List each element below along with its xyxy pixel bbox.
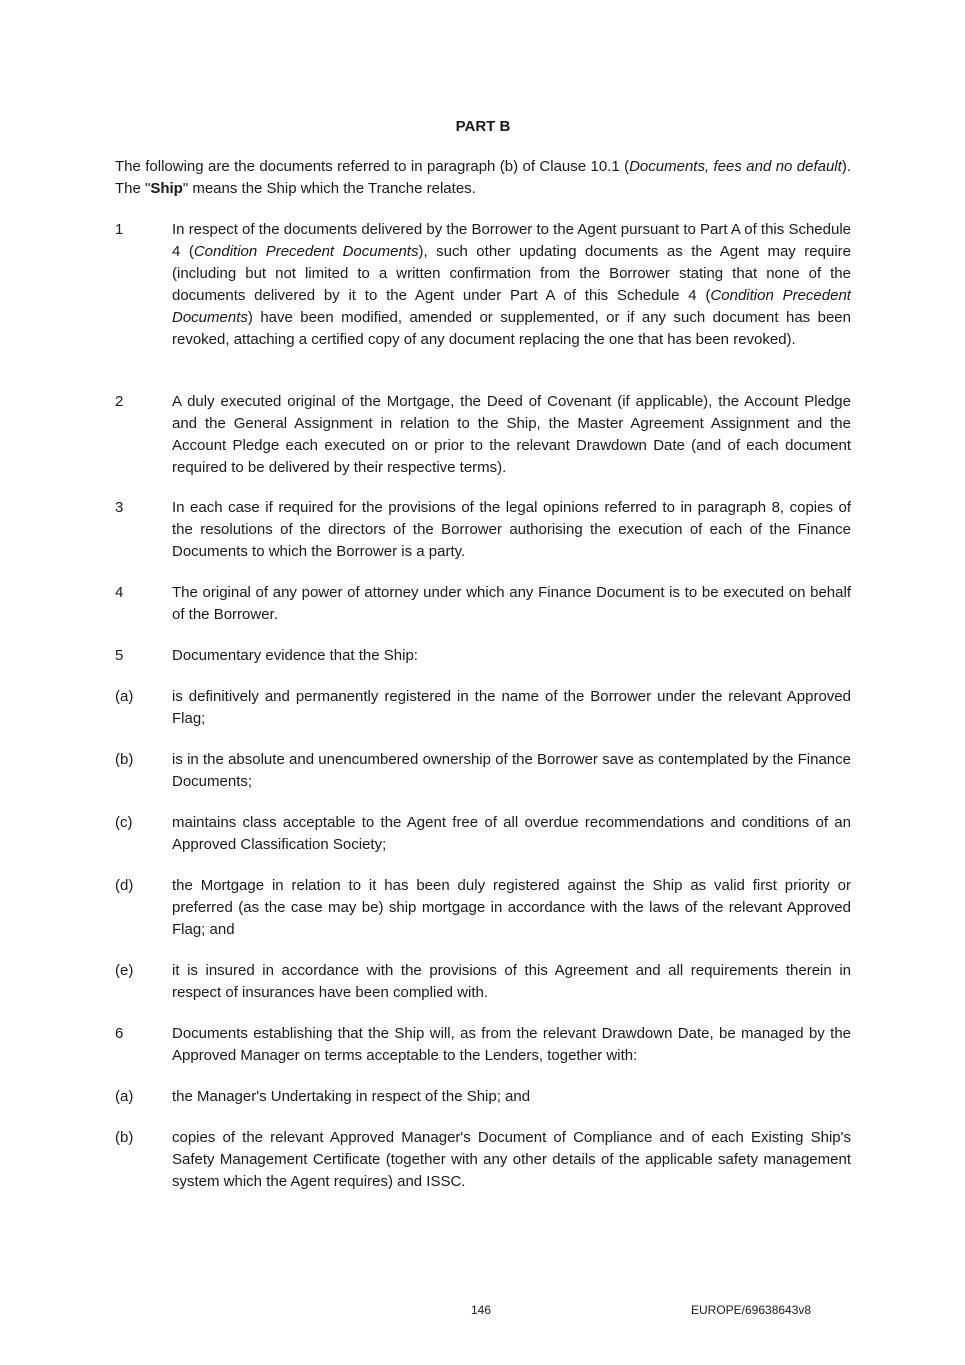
intro-text-c: " means the Ship which the Tranche relates. xyxy=(182,180,476,197)
document-reference: EUROPE/69638643v8 xyxy=(691,1303,812,1317)
item-text: Documentary evidence that the Ship: xyxy=(172,647,418,664)
item-text: The original of any power of attorney under which any Finance Document is to be executed on behalf of the Borrower. xyxy=(172,584,851,623)
item-italic-ref: Condition Precedent Documents xyxy=(193,243,419,260)
list-item-5b xyxy=(115,749,851,793)
item-text xyxy=(172,219,851,351)
item-number: 4 xyxy=(115,584,124,601)
list-item-6b xyxy=(115,1127,851,1193)
item-text-part: In respect of the documents delivered by the Borrower to the Agent pursuant to Part A of this Schedule 4 ( xyxy=(172,221,851,260)
item-text: is in the absolute and unencumbered ownership of the Borrower save as contemplated by the Finance Documents; xyxy=(172,751,851,790)
intro-text-a: The following are the documents referred to in paragraph (b) of Clause 10.1 ( xyxy=(115,158,630,175)
intro-paragraph xyxy=(115,156,851,200)
item-number: 6 xyxy=(115,1025,124,1042)
list-item-1 xyxy=(115,219,851,351)
list-item-4 xyxy=(115,582,851,626)
intro-defined-term: Ship xyxy=(150,180,183,197)
list-item-2 xyxy=(115,391,851,479)
item-text: Documents establishing that the Ship will, as from the relevant Drawdown Date, be managed by the Approved Manager on terms acceptable to the Lenders, together with: xyxy=(172,1025,851,1064)
item-number: 3 xyxy=(115,499,124,516)
list-item-6 xyxy=(115,1023,851,1067)
item-number: (a) xyxy=(115,1088,134,1105)
item-text: In each case if required for the provisions of the legal opinions referred to in paragraph 8, copies of the resolutions of the directors of the Borrower authorising the execution of each of the Finance Documents to which the Borrower is a party. xyxy=(172,499,851,560)
intro-text-b: ). The " xyxy=(115,158,851,197)
item-number: (c) xyxy=(115,814,133,831)
list-item-5c xyxy=(115,812,851,856)
item-number: (d) xyxy=(115,877,134,894)
item-text: the Mortgage in relation to it has been duly registered against the Ship as valid first priority or preferred (as the case may be) ship mortgage in accordance with the laws of the relevant Approved Flag; and xyxy=(172,877,851,938)
item-text-part: ), such other updating documents as the Agent may require (including but not limited to a written confirmation from the Borrower stating that none of the documents delivered by it to the Agent under Part A of this Schedule 4 ( xyxy=(172,243,851,304)
list-item-5 xyxy=(115,645,851,667)
item-number: 5 xyxy=(115,647,124,664)
item-number: 2 xyxy=(115,393,124,410)
item-number: (e) xyxy=(115,962,134,979)
list-item-5d xyxy=(115,875,851,941)
item-text-part: ) have been modified, amended or supplemented, or if any such document has been revoked, attaching a certified copy of any document replacing the one that has been revoked). xyxy=(172,309,851,348)
item-number: (b) xyxy=(115,1129,134,1146)
page-title: PART B xyxy=(455,118,511,135)
item-text: the Manager's Undertaking in respect of the Ship; and xyxy=(172,1088,531,1105)
item-text: is definitively and permanently registered in the name of the Borrower under the relevant Approved Flag; xyxy=(172,688,851,727)
list-item-6a xyxy=(115,1086,851,1108)
item-number: (b) xyxy=(115,751,134,768)
item-text: A duly executed original of the Mortgage, the Deed of Covenant (if applicable), the Account Pledge and the General Assignment in relation to the Ship, the Master Agreement Assignment and the Account Pledge each executed on or prior to the relevant Drawdown Date (and of each document required to be delivered by their respective terms). xyxy=(172,393,851,476)
page-number: 146 xyxy=(471,1303,492,1317)
item-number: 1 xyxy=(115,221,124,238)
item-text: maintains class acceptable to the Agent free of all overdue recommendations and conditions of an Approved Classification Society; xyxy=(172,814,851,853)
list-item-5e xyxy=(115,960,851,1004)
item-italic-ref: Condition Precedent Documents xyxy=(172,287,851,326)
item-text: it is insured in accordance with the provisions of this Agreement and all requirements therein in respect of insurances have been complied with. xyxy=(172,962,851,1001)
item-number: (a) xyxy=(115,688,134,705)
list-item-3 xyxy=(115,497,851,563)
item-text: copies of the relevant Approved Manager's Document of Compliance and of each Existing Ship's Safety Management Certificate (together with any other details of the applicable safety management system which the Agent requires) and ISSC. xyxy=(172,1129,851,1190)
intro-clause-title: Documents, fees and no default xyxy=(629,158,842,175)
list-item-5a xyxy=(115,686,851,730)
